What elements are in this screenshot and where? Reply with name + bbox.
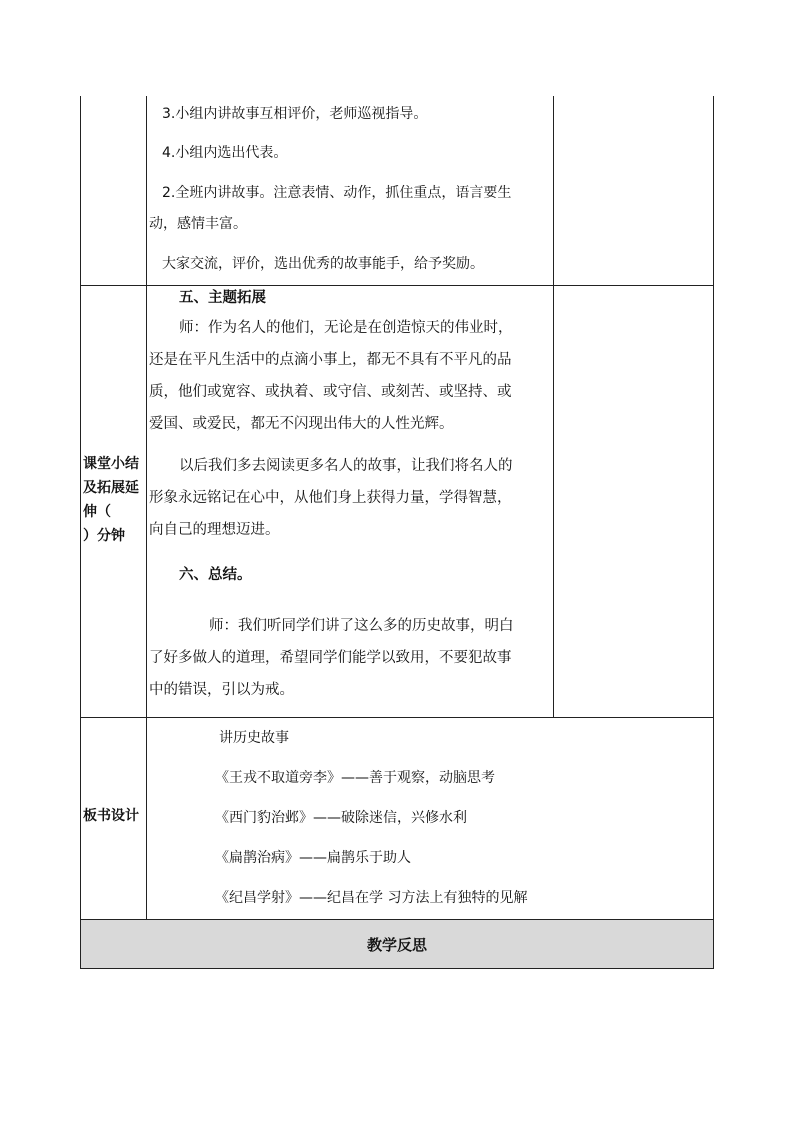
row-content-cell xyxy=(147,96,553,285)
body-line: 动，感情丰富。 xyxy=(149,216,247,232)
body-line: 4.小组内选出代表。 xyxy=(162,145,288,161)
body-line: 还是在平凡生活中的点滴小事上，都无不具有不平凡的品 xyxy=(149,352,512,368)
body-line: 爱国、或爱民，都无不闪现出伟大的人性光辉。 xyxy=(149,416,454,432)
board-line: 《王戎不取道旁李》——善于观察，动脑思考 xyxy=(215,770,495,786)
table-row-summary-extension xyxy=(80,286,714,718)
body-line: 大家交流，评价，选出优秀的故事能手，给予奖励。 xyxy=(162,256,484,272)
row-label-line: 伸（ xyxy=(83,504,111,520)
row-label: 板书设计 xyxy=(83,808,139,824)
lesson-plan-table xyxy=(80,96,714,969)
body-line: 以后我们多去阅读更多名人的故事，让我们将名人的 xyxy=(179,458,513,474)
body-line: 2.全班内讲故事。注意表情、动作，抓住重点，语言要生 xyxy=(162,185,512,201)
row-notes-cell xyxy=(553,286,713,717)
row-label-cell xyxy=(81,718,147,919)
reflection-title: 教学反思 xyxy=(366,936,427,954)
body-line: 形象永远铭记在心中，从他们身上获得力量，学得智慧， xyxy=(149,490,512,506)
table-row-group-activity xyxy=(80,96,714,286)
row-label-cell xyxy=(81,96,147,285)
row-label-line: ）分钟 xyxy=(83,528,125,544)
body-line: 中的错误，引以为戒。 xyxy=(149,682,294,698)
body-line: 师：我们听同学们讲了这么多的历史故事，明白 xyxy=(209,618,514,634)
table-row-teaching-reflection xyxy=(80,920,714,969)
row-label-cell xyxy=(81,286,147,717)
row-label-line: 课堂小结 xyxy=(83,456,139,472)
body-line: 师：作为名人的他们，无论是在创造惊天的伟业时， xyxy=(179,320,513,336)
row-notes-cell xyxy=(553,96,713,285)
table-row-blackboard-design xyxy=(80,718,714,920)
section-heading-5: 五、主题拓展 xyxy=(179,290,266,306)
board-title: 讲历史故事 xyxy=(219,730,289,746)
board-line: 《纪昌学射》——纪昌在学 习方法上有独特的见解 xyxy=(215,890,528,906)
body-line: 3.小组内讲故事互相评价，老师巡视指导。 xyxy=(162,106,428,122)
row-label-line: 及拓展延 xyxy=(83,480,139,496)
row-label xyxy=(83,452,145,548)
body-line: 了好多做人的道理，希望同学们能学以致用，不要犯故事 xyxy=(149,650,512,666)
body-line: 质，他们或宽容、或执着、或守信、或刻苦、或坚持、或 xyxy=(149,384,512,400)
row-content-cell xyxy=(147,286,553,717)
board-line: 《扁鹊治病》——扁鹊乐于助人 xyxy=(215,850,411,866)
board-line: 《西门豹治邺》——破除迷信，兴修水利 xyxy=(215,810,467,826)
body-line: 向自己的理想迈进。 xyxy=(149,522,280,538)
row-content-cell xyxy=(147,718,713,919)
section-heading-6: 六、总结。 xyxy=(179,567,252,583)
